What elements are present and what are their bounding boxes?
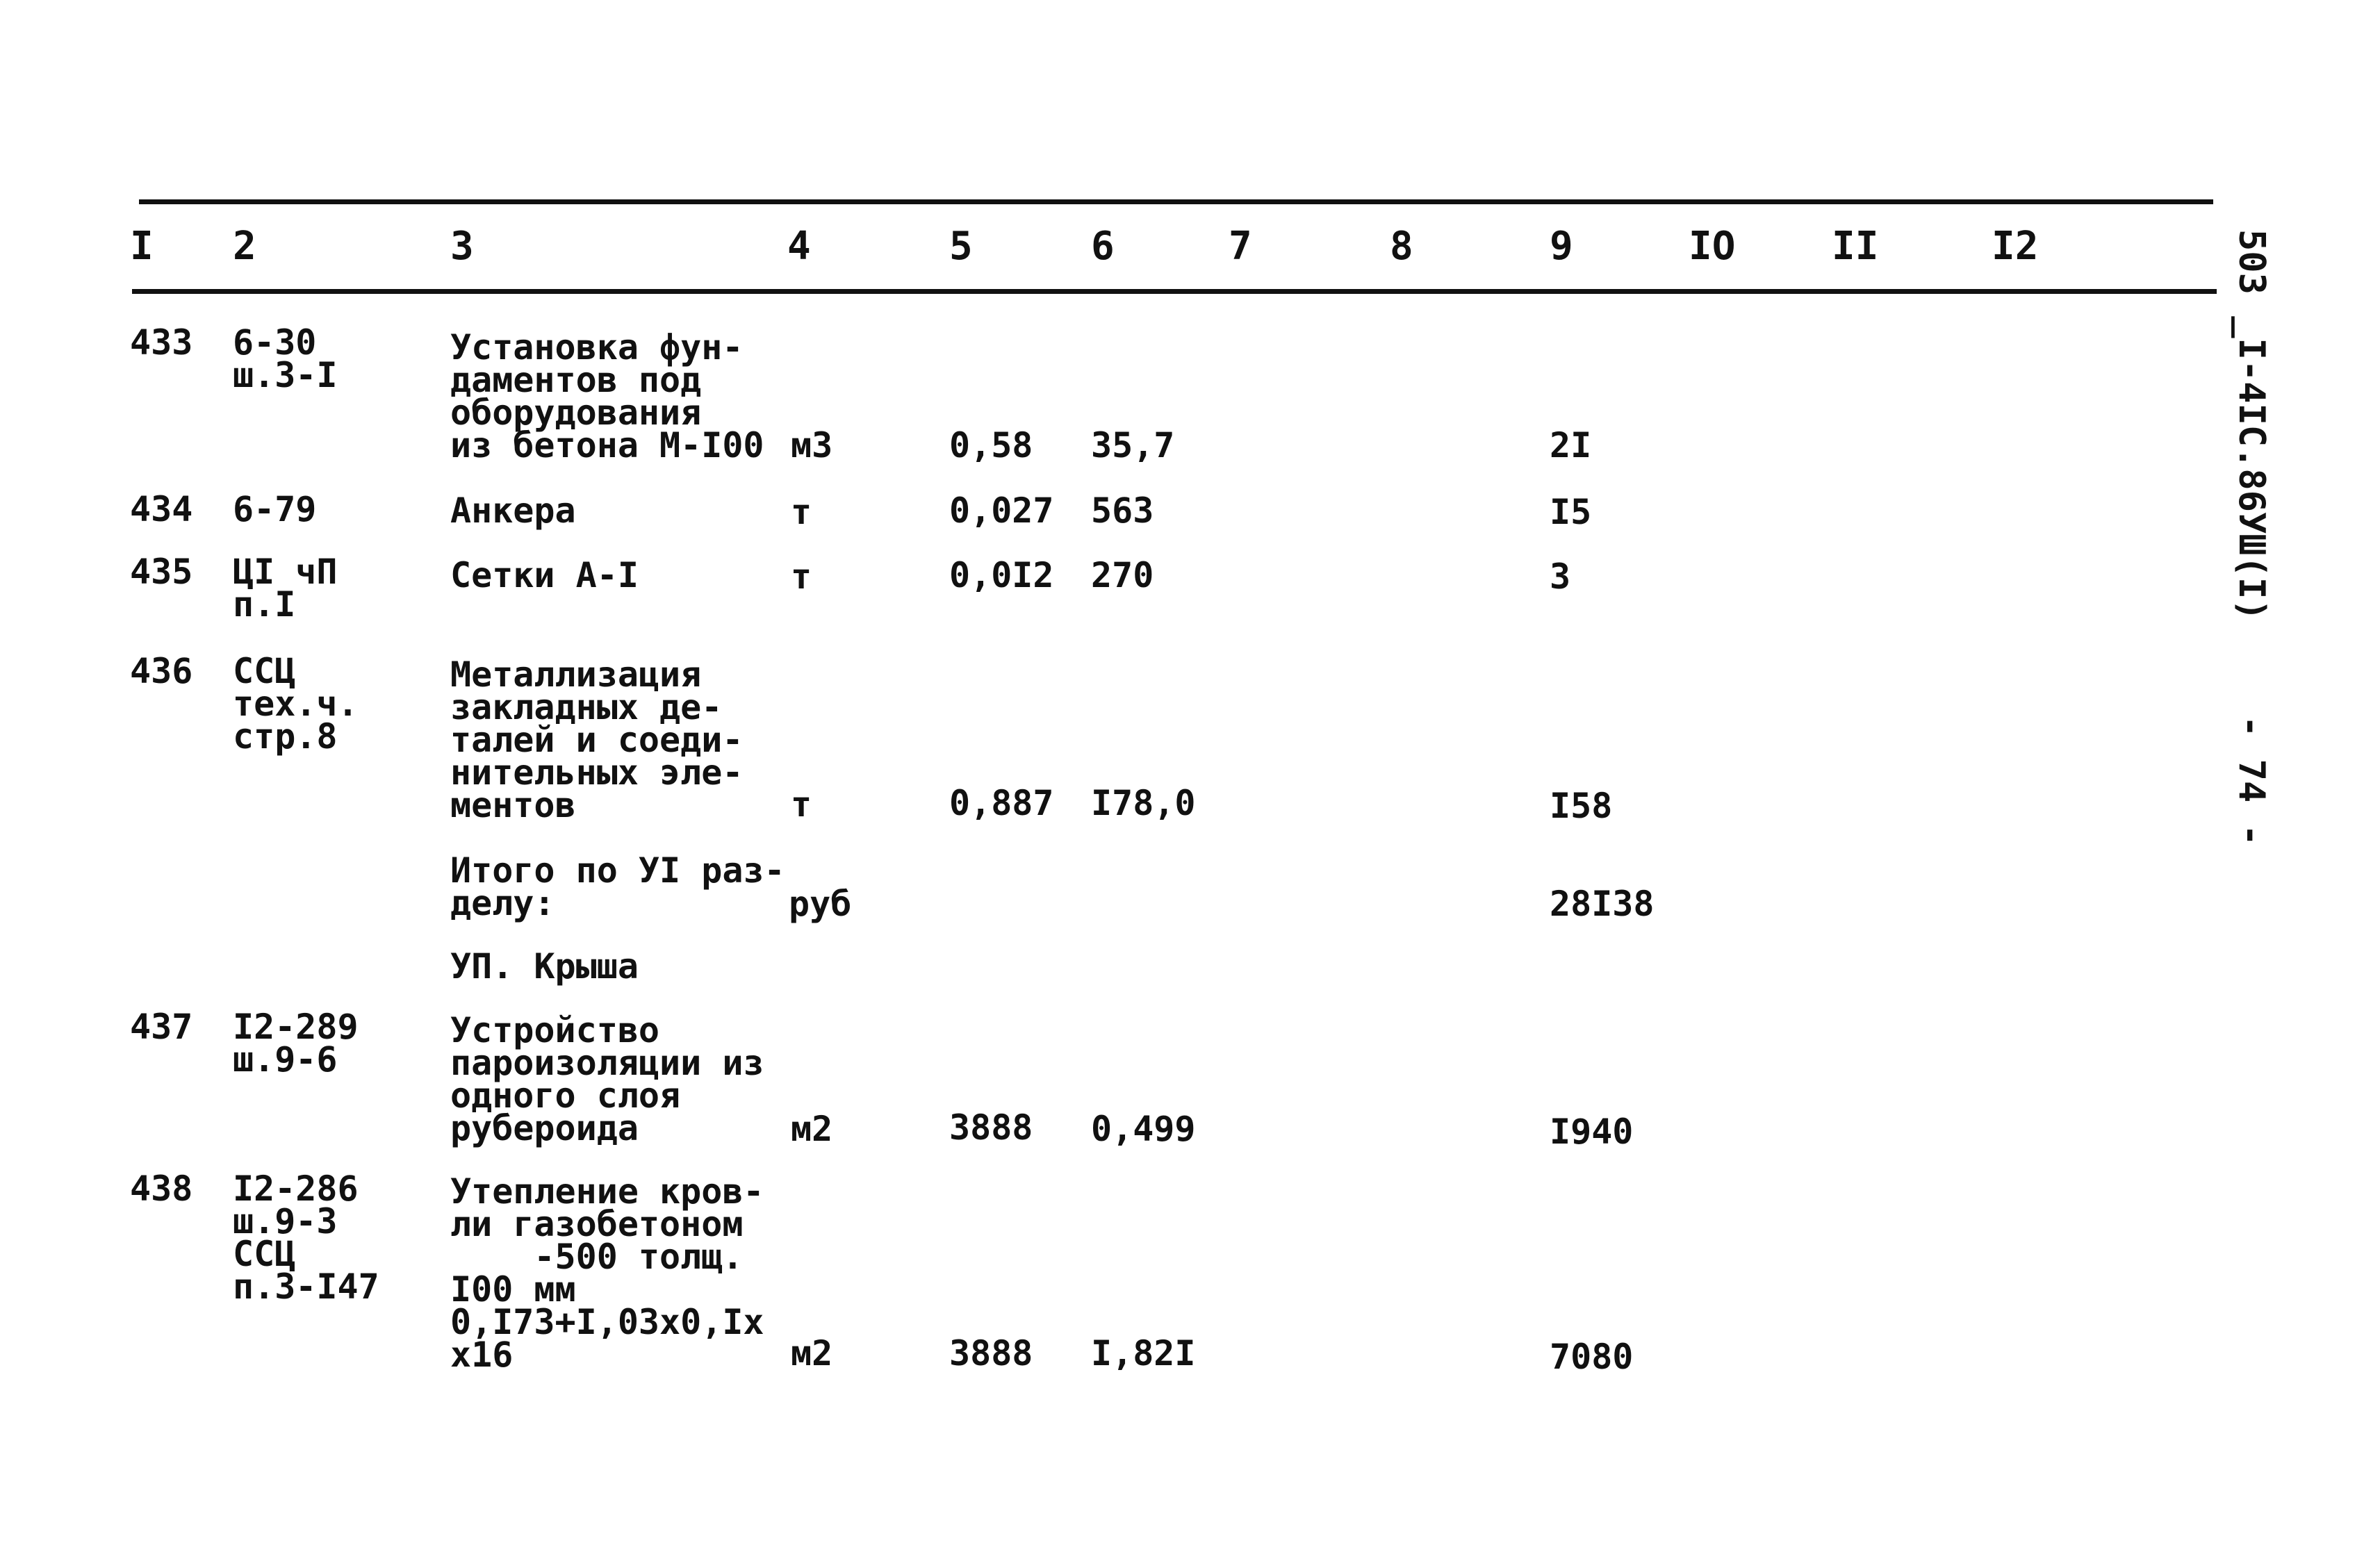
row-438-code: I2-286 ш.9-3 ССЦ п.3-I47	[233, 1169, 379, 1307]
row-438-number: 438	[130, 1169, 193, 1209]
row-435-col6: 270	[1091, 555, 1154, 595]
row-438-unit: м2	[791, 1333, 833, 1374]
row-438-col6: I,82I	[1091, 1333, 1196, 1374]
row-438-desc: Утепление кров- ли газобетоном -500 толщ. I00 мм 0,I73+I,03х0,Iх х16	[450, 1171, 764, 1375]
side-margin	[2203, 229, 2286, 959]
row-437-col9: I940	[1550, 1112, 1634, 1152]
row-433-code: 6-30 ш.3-I	[233, 322, 338, 395]
row-435-col9: 3	[1550, 556, 1571, 597]
row-436-desc: Металлизация закладных де- талей и соеди- нительных эле- ментов	[450, 654, 744, 825]
header-col-5: 5	[949, 224, 973, 269]
header-col-6: 6	[1091, 224, 1115, 269]
header-rule	[132, 289, 2217, 294]
header-col-7: 7	[1229, 224, 1252, 269]
row-433-unit: м3	[791, 425, 833, 465]
side-document-code: 503 _I-4IC.86УШ(I)	[2231, 229, 2272, 621]
row-437-col5: 3888	[949, 1107, 1033, 1148]
row-434-desc: Анкера	[450, 490, 576, 531]
header-col-11: II	[1832, 224, 1879, 269]
row-433-col9: 2I	[1550, 425, 1592, 465]
header-col-4: 4	[787, 224, 811, 269]
row-437-col6: 0,499	[1091, 1109, 1196, 1149]
header-col-1: I	[130, 224, 154, 269]
header-col-10: IO	[1689, 224, 1736, 269]
row-434-code: 6-79	[233, 489, 317, 529]
row-437-unit: м2	[791, 1109, 833, 1149]
row-435-col5: 0,0I2	[949, 555, 1054, 595]
header-col-8: 8	[1390, 224, 1413, 269]
row-436-number: 436	[130, 651, 193, 691]
top-rule	[139, 199, 2213, 204]
row-436-col9: I58	[1550, 786, 1613, 826]
page-number: - 74 -	[2231, 716, 2272, 846]
row-435-code: ЦI чП п.I	[233, 552, 338, 625]
section-heading: УП. Крыша	[450, 946, 639, 987]
row-433-number: 433	[130, 322, 193, 363]
row-433-col6: 35,7	[1091, 425, 1175, 465]
row-438-col5: 3888	[949, 1333, 1033, 1374]
row-434-number: 434	[130, 489, 193, 529]
header-col-9: 9	[1550, 224, 1573, 269]
row-435-desc: Сетки А-I	[450, 555, 639, 595]
header-col-12: I2	[1992, 224, 2039, 269]
row-438-col9: 7080	[1550, 1337, 1634, 1377]
row-434-col6: 563	[1091, 490, 1154, 531]
row-437-code: I2-289 ш.9-6	[233, 1007, 359, 1080]
row-437-desc: Устройство пароизоляции из одного слоя рубероида	[450, 1010, 764, 1148]
header-col-2: 2	[233, 224, 256, 269]
row-434-col5: 0,027	[949, 490, 1054, 531]
row-435-unit: т	[791, 556, 812, 597]
row-436-col5: 0,887	[949, 783, 1054, 823]
row-433-desc: Установка фун- даментов под оборудования из бетона М-I00	[450, 327, 764, 465]
row-434-unit: т	[791, 492, 812, 532]
row-433-col5: 0,58	[949, 425, 1033, 465]
row-437-number: 437	[130, 1007, 193, 1047]
row-436-col6: I78,0	[1091, 783, 1196, 823]
subtotal-value: 28I38	[1550, 884, 1655, 924]
row-434-col9: I5	[1550, 492, 1592, 532]
row-436-unit: т	[791, 784, 812, 825]
row-436-code: ССЦ тех.ч. стр.8	[233, 651, 359, 757]
header-col-3: 3	[450, 224, 474, 269]
row-435-number: 435	[130, 552, 193, 592]
subtotal-label: Итого по УI раз- делу:	[450, 850, 785, 923]
subtotal-unit: руб	[789, 884, 852, 924]
